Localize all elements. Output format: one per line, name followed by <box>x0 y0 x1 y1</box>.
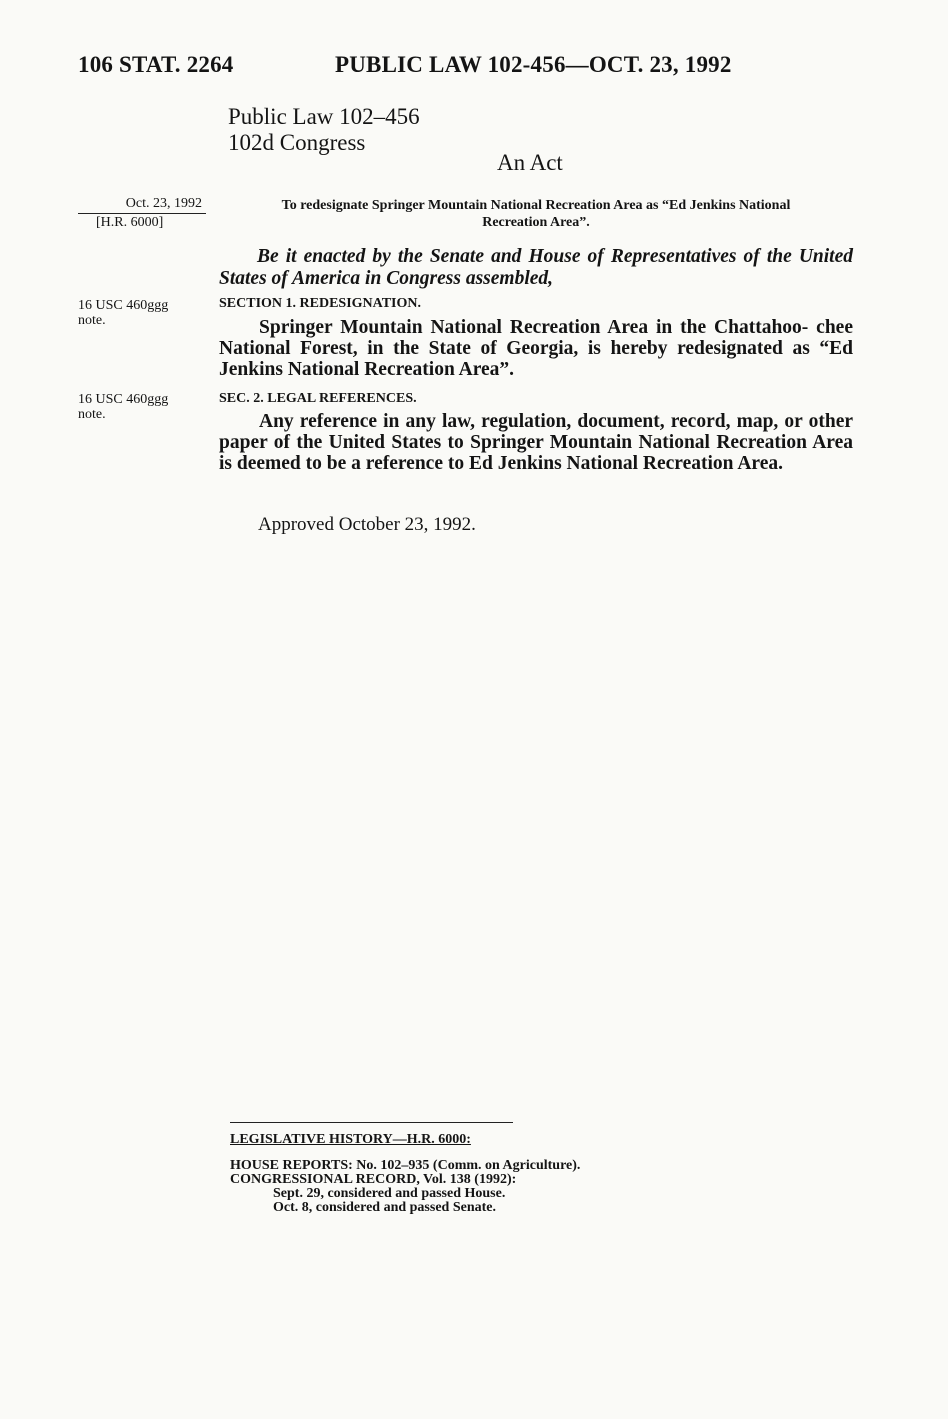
section-2-heading: SEC. 2. LEGAL REFERENCES. <box>219 391 417 406</box>
approval-date: Approved October 23, 1992. <box>258 514 476 535</box>
section-1-heading: SECTION 1. REDESIGNATION. <box>219 296 422 311</box>
act-heading: An Act <box>497 150 563 175</box>
record-entry: Sept. 29, considered and passed House. <box>273 1186 506 1201</box>
section-1-text: Springer Mountain National Recreation Area in the Chattahoo- chee National Forest, in the State of Georgia, is hereby redesignated as “Ed Jenkins National Recreation Area”. <box>219 317 853 380</box>
margin-bill-number: [H.R. 6000] <box>96 215 164 230</box>
margin-usc-note-1 <box>78 298 206 328</box>
legislative-history-title: LEGISLATIVE HISTORY—H.R. 6000: <box>230 1132 471 1147</box>
section-2-text: Any reference in any law, regulation, document, record, map, or other paper of the United States to Springer Mountain National Recreation Area is deemed to be a reference to Ed Jenkins National Recreation Area. <box>219 411 853 474</box>
margin-note-label: note. <box>78 313 106 328</box>
enacting-clause: Be it enacted by the Senate and House of Representatives of the United States of America in Congress assembled, <box>219 246 853 289</box>
purpose-line-2: Recreation Area”. <box>482 215 590 230</box>
congress-label: 102d Congress <box>228 130 366 155</box>
act-purpose <box>218 197 854 231</box>
congressional-record: CONGRESSIONAL RECORD, Vol. 138 (1992): <box>230 1172 517 1187</box>
margin-usc-citation: 16 USC 460ggg <box>78 392 169 407</box>
margin-note-label: note. <box>78 407 106 422</box>
margin-usc-citation: 16 USC 460ggg <box>78 298 169 313</box>
purpose-line-1: To redesignate Springer Mountain National Recreation Area as “Ed Jenkins National <box>281 198 791 213</box>
margin-date: Oct. 23, 1992 <box>78 196 206 214</box>
legislative-history-divider <box>230 1122 513 1123</box>
law-title-block <box>228 104 420 156</box>
house-reports: HOUSE REPORTS: No. 102–935 (Comm. on Agriculture). <box>230 1158 581 1173</box>
running-head: PUBLIC LAW 102-456—OCT. 23, 1992 <box>335 52 732 77</box>
margin-usc-note-2 <box>78 392 206 422</box>
record-entry: Oct. 8, considered and passed Senate. <box>273 1200 496 1215</box>
stat-page-reference: 106 STAT. 2264 <box>78 52 234 77</box>
law-title: Public Law 102–456 <box>228 104 420 129</box>
